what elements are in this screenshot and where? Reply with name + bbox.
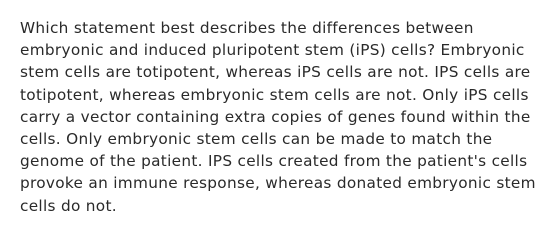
question-line: provoke an immune response, whereas donated embryonic stem xyxy=(20,174,536,193)
question-line: cells. Only embryonic stem cells can be made to match the xyxy=(20,130,493,149)
question-line: totipotent, whereas embryonic stem cells are not. Only iPS cells xyxy=(20,85,529,104)
question-line: Which statement best describes the differences between xyxy=(20,19,474,37)
question-line: genome of the patient. IPS cells created from the patient's cells xyxy=(20,152,528,171)
question-line: embryonic and induced pluripotent stem (iPS) cells? Embryonic xyxy=(20,41,525,60)
question-line: cells do not. xyxy=(20,196,117,215)
question-line: stem cells are totipotent, whereas iPS cells are not. IPS cells are xyxy=(20,63,531,82)
question-line: carry a vector containing extra copies of genes found within the xyxy=(20,107,531,126)
question-text xyxy=(20,17,545,217)
